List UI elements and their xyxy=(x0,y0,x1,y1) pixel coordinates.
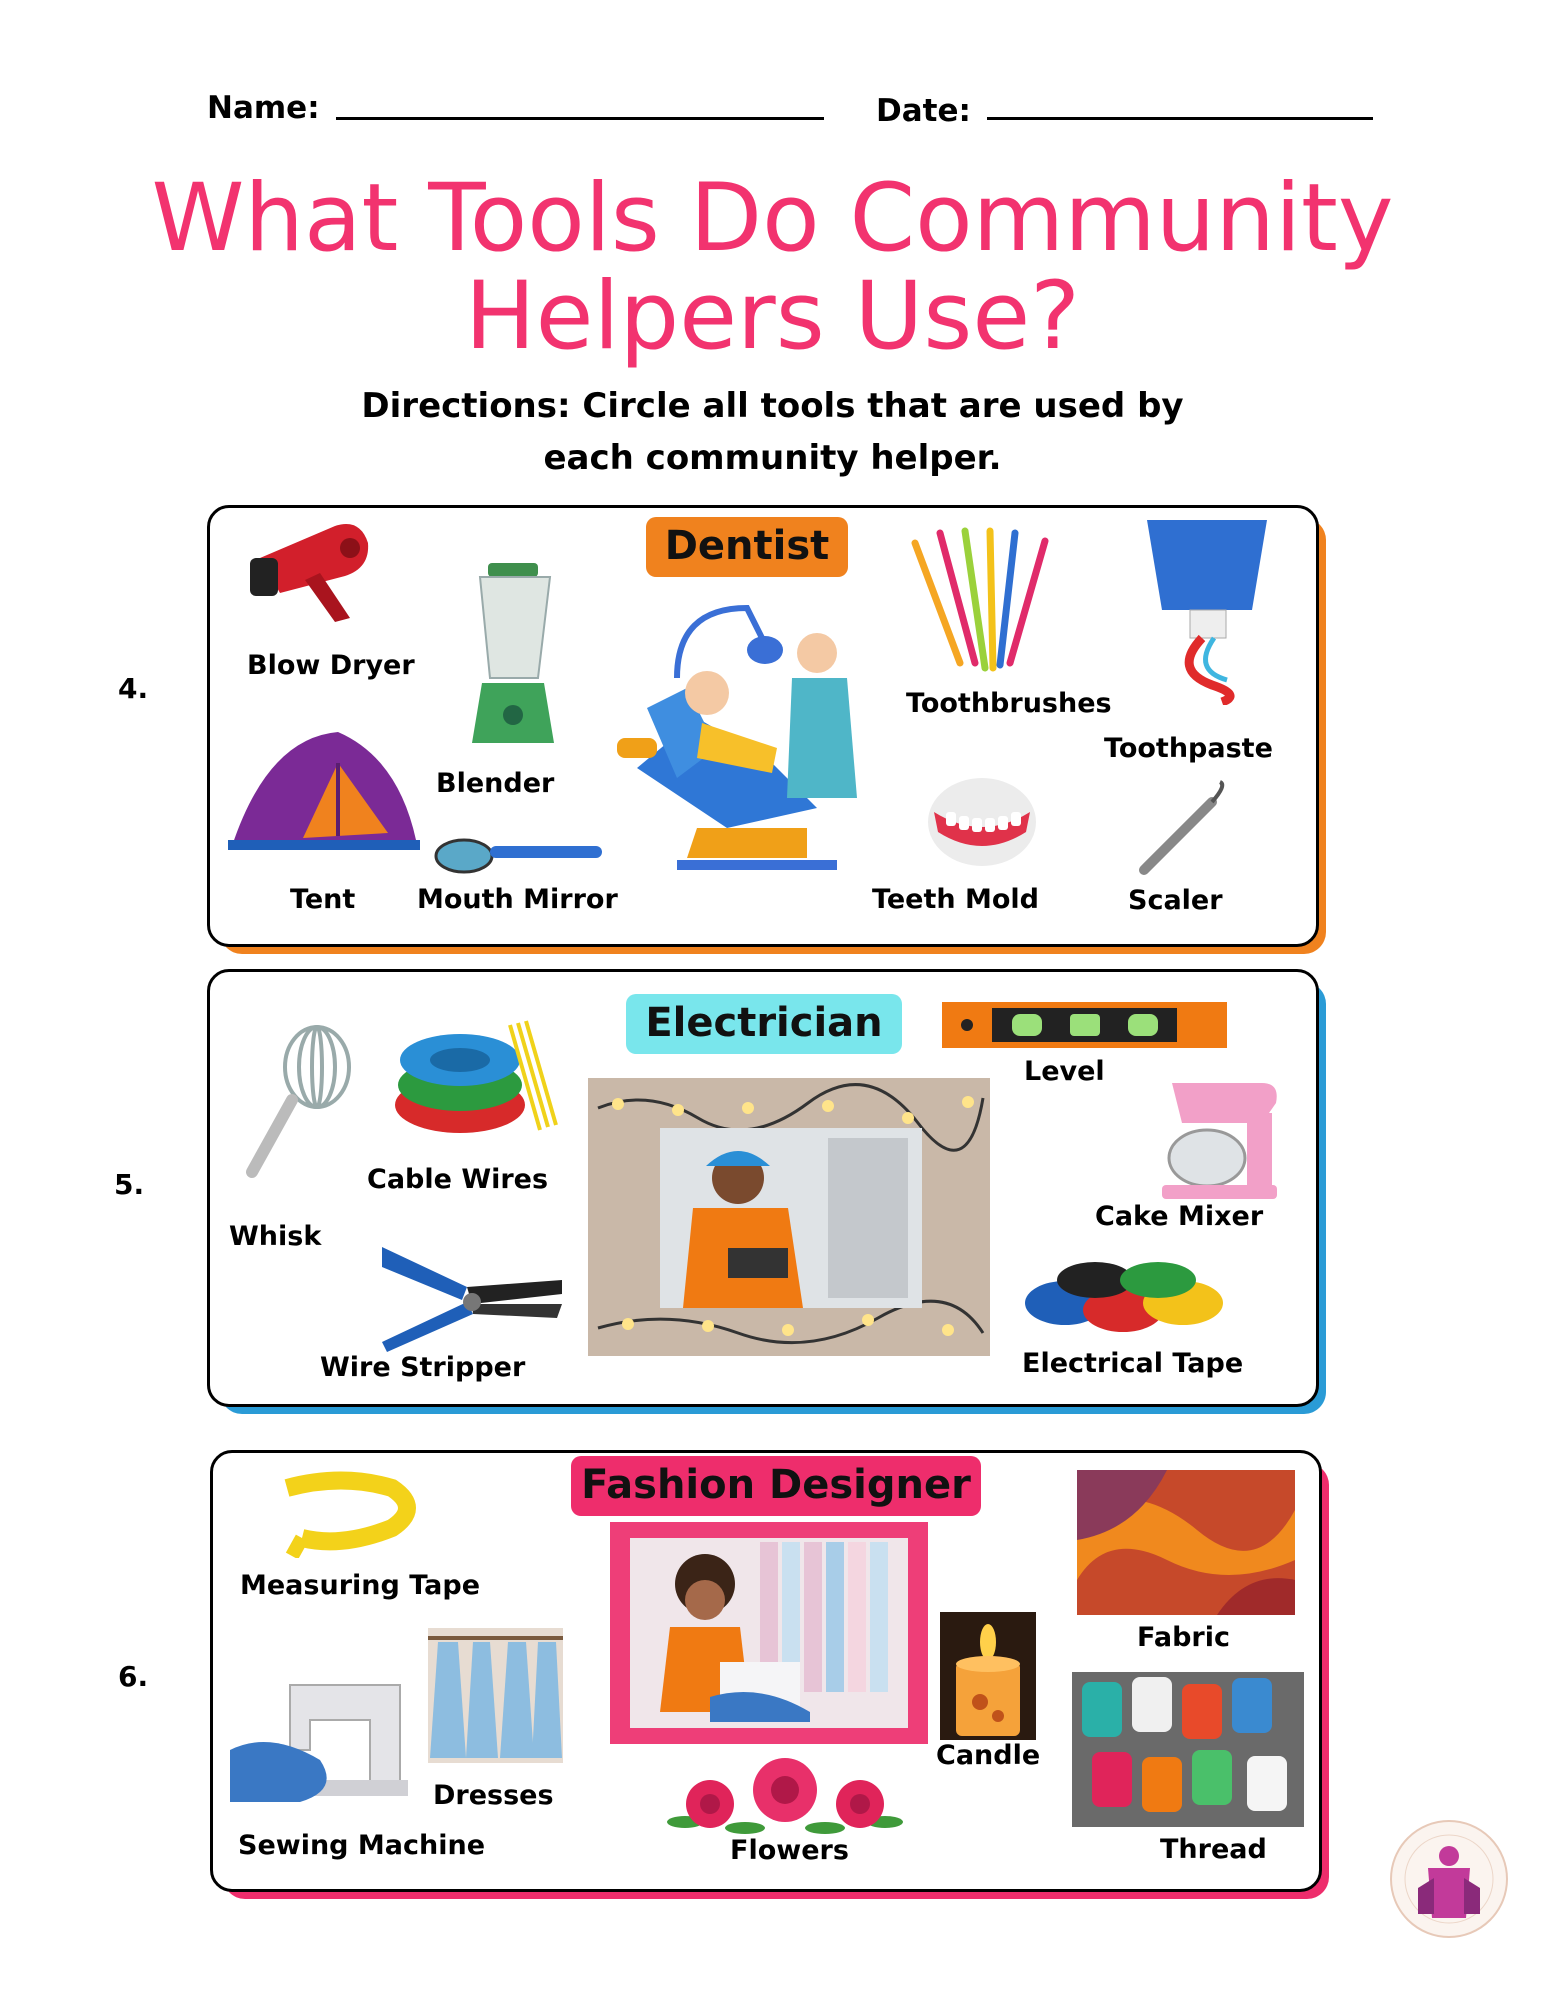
tool-label-blender: Blender xyxy=(436,768,555,799)
toothpaste-icon[interactable] xyxy=(1142,520,1274,705)
measuring-tape-icon[interactable] xyxy=(282,1468,422,1558)
whisk-icon[interactable] xyxy=(232,1022,357,1182)
directions-line2: each community helper. xyxy=(543,438,1002,478)
tool-label-wire-stripper: Wire Stripper xyxy=(320,1352,526,1383)
teeth-mold-icon[interactable] xyxy=(926,772,1038,872)
name-line[interactable] xyxy=(336,117,824,120)
directions-line1: Directions: Circle all tools that are used by xyxy=(361,386,1184,426)
section-number-6: 6. xyxy=(118,1660,149,1693)
tent-icon[interactable] xyxy=(228,728,420,858)
date-label: Date: xyxy=(876,93,971,129)
sewing-machine-icon[interactable] xyxy=(230,1680,410,1805)
section-number-5: 5. xyxy=(114,1168,145,1201)
tool-label-toothbrushes: Toothbrushes xyxy=(906,688,1112,719)
tool-label-teeth-mold: Teeth Mold xyxy=(872,884,1039,915)
section-number-4: 4. xyxy=(118,672,149,705)
tool-label-level: Level xyxy=(1024,1056,1105,1087)
scaler-icon[interactable] xyxy=(1132,780,1232,880)
name-label: Name: xyxy=(207,90,320,126)
mouth-mirror-icon[interactable] xyxy=(434,828,604,876)
date-line[interactable] xyxy=(987,117,1373,120)
tool-label-fabric: Fabric xyxy=(1137,1622,1230,1653)
level-icon[interactable] xyxy=(942,1000,1227,1050)
dentist-scene-image xyxy=(617,598,877,873)
fashion-badge: Fashion Designer xyxy=(571,1456,981,1516)
flowers-icon[interactable] xyxy=(665,1752,905,1840)
page-title-line1: What Tools Do Community xyxy=(151,164,1394,273)
tool-label-cake-mixer: Cake Mixer xyxy=(1095,1201,1264,1232)
tool-label-electrical-tape: Electrical Tape xyxy=(1022,1348,1244,1379)
tool-label-candle: Candle xyxy=(936,1740,1041,1771)
tool-label-flowers: Flowers xyxy=(730,1835,849,1866)
candle-icon[interactable] xyxy=(940,1612,1036,1740)
blow-dryer-icon[interactable] xyxy=(240,518,375,628)
tool-label-cable-wires: Cable Wires xyxy=(367,1164,549,1195)
fashion-scene-image xyxy=(610,1522,928,1744)
tool-label-blow-dryer: Blow Dryer xyxy=(247,650,415,681)
tool-label-scaler: Scaler xyxy=(1128,885,1223,916)
dentist-badge: Dentist xyxy=(646,517,848,577)
tool-label-toothpaste: Toothpaste xyxy=(1104,733,1273,764)
tool-label-mouth-mirror: Mouth Mirror xyxy=(417,884,618,915)
electrical-tape-icon[interactable] xyxy=(1023,1258,1228,1333)
corner-logo xyxy=(1388,1818,1510,1940)
tool-label-dresses: Dresses xyxy=(433,1780,554,1811)
toothbrushes-icon[interactable] xyxy=(905,523,1065,673)
cable-wires-icon[interactable] xyxy=(390,1015,560,1140)
tool-label-measuring-tape: Measuring Tape xyxy=(240,1570,481,1601)
cake-mixer-icon[interactable] xyxy=(1152,1073,1280,1201)
tool-label-sewing-machine: Sewing Machine xyxy=(238,1830,486,1861)
dresses-icon[interactable] xyxy=(428,1628,563,1763)
blender-icon[interactable] xyxy=(458,563,568,748)
tool-label-whisk: Whisk xyxy=(229,1221,322,1252)
electrician-scene-image xyxy=(588,1078,990,1356)
tool-label-thread: Thread xyxy=(1160,1834,1267,1865)
page-title-line2: Helpers Use? xyxy=(464,262,1081,371)
electrician-badge: Electrician xyxy=(626,994,902,1054)
tool-label-tent: Tent xyxy=(290,884,356,915)
thread-icon[interactable] xyxy=(1072,1672,1304,1827)
wire-stripper-icon[interactable] xyxy=(377,1242,565,1352)
fabric-icon[interactable] xyxy=(1077,1470,1295,1615)
